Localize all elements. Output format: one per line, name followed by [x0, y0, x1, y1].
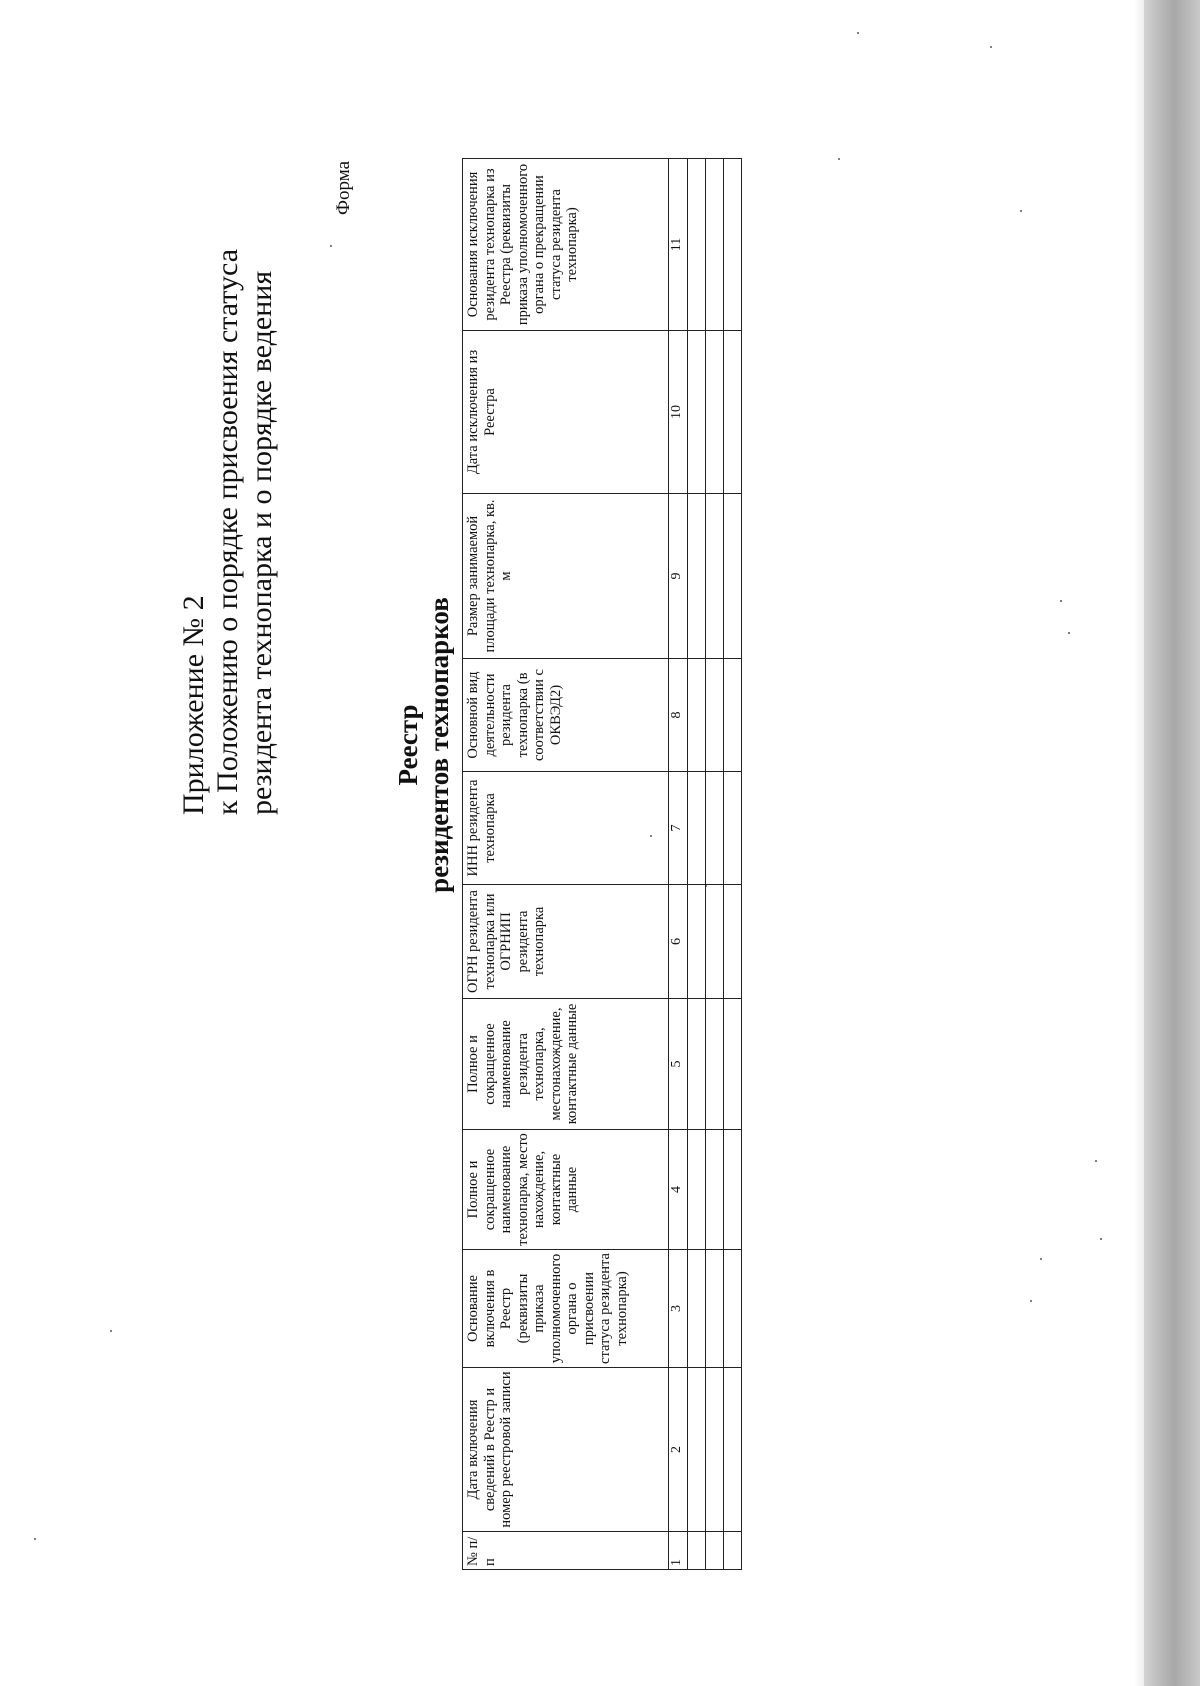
table-cell: [724, 772, 742, 885]
table-cell: [688, 885, 706, 999]
column-header: ИНН резидента технопарка: [463, 772, 669, 885]
table-cell: [706, 1368, 724, 1532]
table-cell: [688, 1130, 706, 1250]
page-edge-highlight: [1134, 0, 1144, 1686]
table-cell: [706, 772, 724, 885]
column-header: Полное и сокращенное наименование технопарка, место нахождение, контактные данные: [463, 1130, 669, 1250]
form-label: Форма: [333, 160, 354, 215]
column-number: 7: [669, 772, 688, 885]
scan-edge-shadow: [1144, 0, 1200, 1686]
table-cell: [724, 885, 742, 999]
table-cell: [688, 1532, 706, 1570]
table-cell: [706, 159, 724, 331]
table-cell: [724, 1532, 742, 1570]
column-number: 3: [669, 1250, 688, 1368]
appendix-reference-line-1: к Положению о порядке присвоения статуса: [211, 248, 244, 815]
table-row: [706, 159, 724, 1570]
table-cell: [706, 1130, 724, 1250]
table-cell: [688, 1250, 706, 1368]
table-cell: [688, 331, 706, 494]
table-cell: [724, 159, 742, 331]
column-number: 9: [669, 494, 688, 659]
table-cell: [688, 772, 706, 885]
table-cell: [706, 1532, 724, 1570]
column-number: 4: [669, 1130, 688, 1250]
appendix-number: Приложение № 2: [177, 595, 210, 815]
table-cell: [724, 1368, 742, 1532]
table-header-row: [463, 159, 669, 1570]
title-line-1: Реестр: [393, 704, 423, 786]
column-number: 1: [669, 1532, 688, 1570]
column-header: Основной вид деятельности резидента технопарка (в соответствии с ОКВЭД2): [463, 659, 669, 772]
column-number: 5: [669, 999, 688, 1130]
table-cell: [724, 999, 742, 1130]
table-cell: [724, 1250, 742, 1368]
column-number: 10: [669, 331, 688, 494]
table-cell: [688, 659, 706, 772]
column-header: ОГРН резидента технопарка или ОГРНИП резидента технопарка: [463, 885, 669, 999]
column-number-row: [669, 159, 688, 1570]
registry-table: [462, 158, 742, 1570]
rotated-form-sheet: [15, 85, 755, 1585]
table-cell: [688, 494, 706, 659]
column-number: 11: [669, 159, 688, 331]
table-cell: [724, 659, 742, 772]
column-number: 8: [669, 659, 688, 772]
column-number: 2: [669, 1368, 688, 1532]
table-cell: [706, 1250, 724, 1368]
table-cell: [724, 331, 742, 494]
table-row: [688, 159, 706, 1570]
table-cell: [706, 999, 724, 1130]
column-header: Дата исключения из Реестра: [463, 331, 669, 494]
table-cell: [706, 331, 724, 494]
table-row: [724, 159, 742, 1570]
table-cell: [706, 494, 724, 659]
column-header: Дата включения сведений в Реестр и номер реестровой записи: [463, 1368, 669, 1532]
table-cell: [724, 1130, 742, 1250]
document-title: [393, 245, 455, 1245]
column-number: 6: [669, 885, 688, 999]
table-cell: [688, 159, 706, 331]
column-header: Основания исключения резидента технопарка из Реестра (реквизиты приказа уполномоченного органа о прекращении статуса резидента технопарка): [463, 159, 669, 331]
title-line-2: резидентов технопарков: [424, 597, 454, 893]
column-header: Размер занимаемой площади технопарка, кв. м: [463, 494, 669, 659]
column-header: № п/п: [463, 1532, 669, 1570]
table-cell: [724, 494, 742, 659]
table-cell: [706, 659, 724, 772]
table-cell: [688, 1368, 706, 1532]
column-header: Полное и сокращенное наименование резидента технопарка, местонахождение, контактные данные: [463, 999, 669, 1130]
table-cell: [688, 999, 706, 1130]
appendix-reference-line-2: резидента технопарка и о порядке ведения: [245, 270, 278, 815]
column-header: Основание включения в Реестр (реквизиты приказа уполномоченного органа о присвоении статуса резидента технопарка): [463, 1250, 669, 1368]
table-cell: [706, 885, 724, 999]
